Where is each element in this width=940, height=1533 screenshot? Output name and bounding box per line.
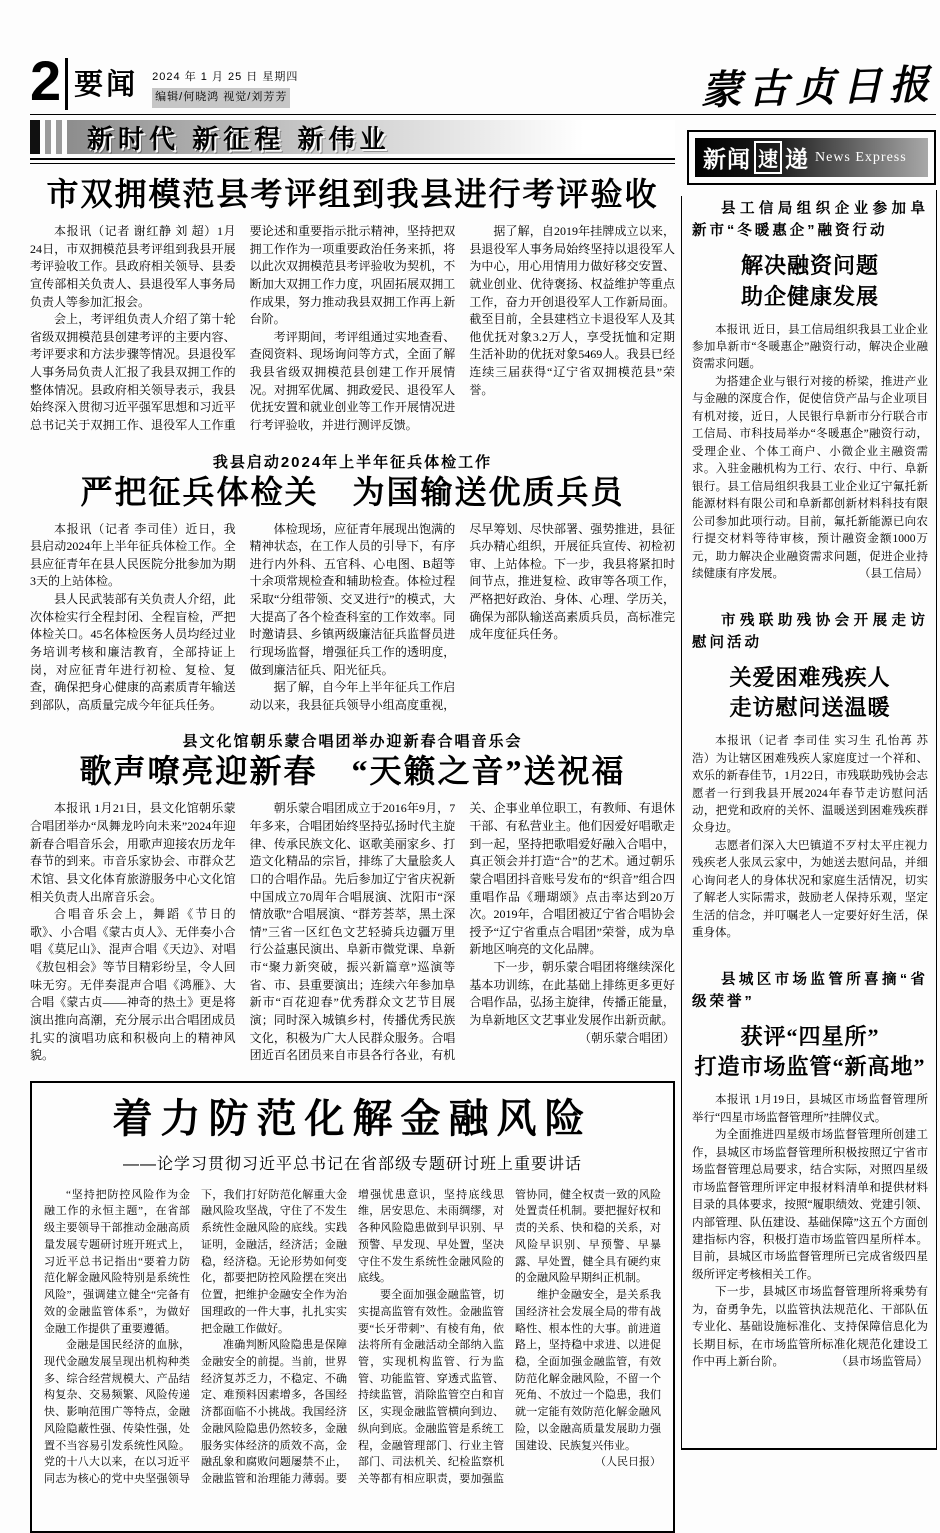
paragraph: 朝乐蒙合唱团成立于2016年9月，7年多来，合唱团始终坚持弘扬时代主旋律、传承民族文化、讴歌美丽家乡、打造文化精品的宗旨，排练了大量脍炙人口的合唱作品。先后参加辽宁省庆祝新中国成立70周年合唱展演、沈阳市“深情放歌”合唱展演、“群芳荟萃，黑土深情”三省一区红色文艺轻骑兵边疆万里行公益惠民演出、阜新市微党课、阜新市“聚力新突破，振兴新篇章”巡演等省、市、县重要演出；连续六年参加阜新市“百花迎春”优秀群众文艺节目展演；同时深入城镇乡村，传播优秀民族文化，积极为广大人民群众服务。合唱团近百名团员来自市县各行各业，有机关、企事业单位职工，有教师、有退休干部、有私营业主。他们因爱好唱歌走到一起，坚持把歌唱爱好融入合唱中，真正领会并打造“合”的艺术。通过朝乐蒙合唱团抖音账号发布的“织音”组合四重唱作品《珊瑚颂》点击率达到20万次。2019年，合唱团被辽宁省合唱协会授予“辽宁省重点合唱团”荣誉，成为阜新地区响亮的文化品牌。 [249,801,675,1063]
date-block [152,68,298,108]
editorial-body [44,1187,661,1488]
paragraph-text: 维护金融安全，是关系我国经济社会发展全局的带有战略性、根本性的大事。前进道路上，坚持稳中求进、以进促稳，全面加强金融监管，有效防范化解金融风险，不留一个死角、不放过一个隐患，我们就一定能有效防范化解金融风险，以金融高质量发展助力强国建设、民族复兴伟业。 [515,1289,661,1452]
article-headline: 市双拥模范县考评组到我县进行考评验收 [46,176,659,212]
right-column [692,198,928,1372]
banner-title: 新时代 新征程 新伟业 [87,123,391,154]
paragraph-text: 下一步，县城区市场监督管理所将乘势有为，奋勇争先，以监管执法规范化、干部队伍专业化、基础设施标准化、支持保障信息化为长期目标，在市场监管所标准化规范化建设工作中再上新台阶。 [692,1286,928,1369]
headline-line-2: 助企健康发展 [740,283,879,309]
editorial-subtitle: ——论学习贯彻习近平总书记在省部级专题研讨班上重要讲话 [122,1155,582,1173]
article-body [692,733,928,943]
article-weiwen [692,610,928,943]
article-headline [692,663,928,725]
masthead: 蒙古贞日报 [700,61,937,114]
editorial-headline: 着力防范化解金融风险 [112,1095,593,1141]
news-express-zh-boxed: 速 [754,141,782,174]
article-sixingsuo [692,969,928,1372]
news-express-zh-left: 新闻 [703,146,751,172]
editorial-box [30,1081,675,1533]
banner-gray-bar [45,120,51,154]
byline: （人民日报） [595,1456,661,1469]
paragraph: 要全面加强金融监管，切实提高监管有效性。金融监管要“长牙带刺”、有棱有角，依法将所有金融活动全部纳入监管，实现机构监管、行为监管、功能监管、穿透式监管、持续监管，消除监管空白和盲区，实现金融监管横向到边、纵向到底。金融监管是系统工程，金融管理部门、行业主管部门、司法机关、纪检监察机关等都有相应职责，要加强监管协同，健全权责一致的风险处置责任机制。要把握好权和责的关系、快和稳的关系，对风险早识别、早预警、早暴露、早处置，健全具有硬约束的金融风险早期纠正机制。 [358,1188,661,1485]
article-headline [692,251,928,313]
page-header [30,49,937,114]
article-body [30,521,675,715]
paragraph: 准确判断风险隐患是保障金融安全的前提。当前，世界经济复苏乏力，不稳定、不确定、难预料因素增多，各国经济都面临不小挑战。我国经济金融风险隐患仍然较多，金融服务实体经济的质效不高，金融乱象和腐败问题屡禁不止，金融监管和治理能力薄弱。要增强忧患意识，坚持底线思维，居安思危、未雨绸缪，对各种风险隐患做到早识别、早预警、早发现、早处置，坚决守住不发生系统性金融风险的底线。 [201,1188,504,1485]
article-headline [692,1022,928,1084]
paragraph-text: 下一步，朝乐蒙合唱团将继续深化基本功训练，在此基础上排练更多更好合唱作品，弘扬主旋律，传播正能量，为阜新地区文艺事业发展作出新贡献。 [469,960,675,1027]
issue-date: 2024 年 1 月 25 日 星期四 [152,71,299,83]
article-kicker: 我县启动2024年上半年征兵体检工作 [212,453,493,471]
right-column-left-rule [681,196,682,1450]
article-kicker: 县工信局组织企业参加阜新市“冬暖惠企”融资行动 [692,201,928,240]
paragraph: 金融是国民经济的血脉，现代金融发展呈现出机构种类多、综合经营规模大、产品结构复杂、交易频繁、风险传递快、影响范围广等特点，金融风险隐蔽性强、传染性强，处置不当容易引发系统性风险。党的十八大以来，在以习近平同志为核心的党中央坚强领导下，我们打好防范化解重大金融风险攻坚战，守住了不发生系统性金融风险的底线。实践证明，金融活，经济活；金融稳，经济稳。无论形势如何变化，都要把防控风险摆在突出位置，把维护金融安全作为治国理政的一件大事，扎扎实实把金融工作做好。 [44,1188,347,1485]
main-column [30,174,675,1533]
paragraph [515,1287,661,1469]
page-number-divider [65,58,68,110]
banner-gradient [67,120,675,154]
page-number: 2 [30,49,62,112]
article-zhengbing [30,451,675,715]
article-kicker: 县城区市场监管所喜摘“省级荣誉” [692,971,928,1011]
article-body [692,322,928,584]
byline: （朝乐蒙合唱团） [578,1030,675,1045]
article-body [692,1092,928,1372]
right-column-right-rule [936,190,937,1450]
editors-line: 编辑/何晓鸿 视觉/刘芳芳 [152,88,290,108]
news-express-zh-right: 递 [785,146,809,172]
slogan-banner [30,120,675,154]
banner-gray-bar [56,120,62,154]
headline-line-2: 走访慰问送温暖 [729,695,891,721]
byline: （县工信局） [859,568,928,581]
paragraph [692,1284,928,1371]
byline: （县市场监管局） [836,1356,928,1369]
article-headline: 歌声嘹亮迎新春 “天籁之音”送祝福 [79,753,626,790]
paragraph: 本报讯（记者 谢红静 刘 超）1月24日，市双拥模范县考评组到我县开展考评验收工作。县政府相关领导、县委宣传部相关负责人、县退役军人事务局负责人等参加汇报会。 [30,224,236,309]
header-rule [30,114,936,115]
paragraph: 合唱音乐会上，舞蹈《节日的歌》、小合唱《蒙古贞人》、无伴奏小合唱《莫尼山》、混声合唱《天边》、对唱《敖包相会》等节目精彩纷呈，令人回味无穷。无伴奏混声合唱《鸿雁》、大合唱《蒙古贞——神奇的热土》更是将演出推向高潮，充分展示出合唱团成员扎实的演唱功底和积极向上的精神风貌。 [30,907,236,1063]
paragraph: 县人民武装部有关负责人介绍，此次体检实行全程封闭、全程盲检，严把体检关口。45名体检医务人员均经过业务培训考核和廉洁教育，全部持证上岗，对应征青年进行初检、复检、复查，确保把身心健康的高素质青年输送到部队，高质量完成今年征兵任务。 [30,592,236,712]
article-kicker: 县文化馆朝乐蒙合唱团举办迎新春合唱音乐会 [182,733,523,751]
headline-line-1: 获评“四星所” [740,1023,880,1049]
paragraph [469,959,675,1045]
news-express-bar [695,138,928,177]
news-express-en: News Express [815,149,907,165]
paragraph-text: 为搭建企业与银行对接的桥梁，推进产业与金融的深度合作，促使信贷产品与企业项目有机对接，近日，人民银行阜新市分行联合市工信局、市科技局举办“冬暖惠企”融资行动，受理企业、个体工商户、小微企业主融资需求。入驻金融机构为工行、农行、中行、阜新银行。县工信局组织我县工业企业辽宁氟托新能源材料有限公司和阜新都创新材料科技有限公司参加此项行动。目前，氟托新能源已向农行提交材料等待审核，预计融资金额1000万元，助力解决企业融资需求问题，促进企业持续健康有序发展。 [692,375,928,581]
paragraph [692,374,928,584]
paragraph: 为全面推进四星级市场监督管理所创建工作，县城区市场监督管理所积极按照辽宁省市场监督管理总局要求，结合实际，对照四星级市场监督管理所评定申报材料清单和提供材料目录的具体要求，按照“履职绩效、党建引领、内部管理、队伍建设、基础保障”这五个方面创建指标内容，积极打造市场监管四星所样本。目前，县城区市场监督管理所已完成省级四星级所评定考核相关工作。 [692,1129,928,1281]
paragraph: 据了解，自今年上半年征兵工作启动以来，我县征兵领导小组高度重视，尽早筹划、尽快部署、强势推进，县征兵办精心组织，开展征兵宣传、初检初审、上站体检。下一步，我县将紧扣时间节点，推进复检、政审等各项工作，严格把好政治、身体、心理、学历关，确保为部队输送高素质兵员，高标准完成年度征兵任务。 [249,521,675,712]
article-hechangtuan [30,730,675,1064]
paragraph: 志愿者们深入大巴镇道不歹村太平庄视力残疾老人张凤云家中，为她送去慰问品，并细心询问老人的身体状况和家庭生活情况，切实了解老人实际需求，鼓励老人保持乐观，坚定生活的信念，并叮嘱老人一定要好好生活，保重身体。 [692,839,928,940]
article-body [30,800,675,1064]
paragraph: 本报讯 1月19日，县城区市场监督管理所举行“四星市场监督管理所”挂牌仪式。 [692,1094,928,1124]
paragraph: “坚持把防控风险作为金融工作的永恒主题”，在省部级主要领导干部推动金融高质量发展专题研讨班开班式上，习近平总书记指出“要着力防范化解金融风险特别是系统性风险”，强调建立健全“完备有效的金融监管体系”，为做好金融工作提供了重要遵循。 [44,1188,190,1335]
paragraph: 本报讯 近日，县工信局组织我县工业企业参加阜新市“冬暖惠企”融资行动，解决企业融资需求问题。 [692,323,928,371]
paragraph: 考评期间，考评组通过实地查看、查阅资料、现场询问等方式，全面了解我县省级双拥模范县创建工作开展情况。对拥军优属、拥政爱民、退役军人优抚安置和就业创业等工作开展情况进行考评验收，并进行测评反馈。 [249,329,456,432]
right-column-bottom-rule [681,1448,937,1450]
banner-black-block [30,120,40,154]
headline-line-1: 解决融资问题 [740,252,879,278]
paragraph: 会上，考评组负责人介绍了第十轮省级双拥模范县创建考评的主要内容、考评要求和方法步骤等情况。县退役军人事务局负责人汇报了我县双拥工作的整体情况。县政府相关领导表示，我县始终深入贯彻习近平强军思想和习近平总书记关于双拥工作、退役军人工作重要论述和重要指示批示精神，坚持把双拥工作作为一项重要政治任务来抓，将以此次双拥模范县考评验收为契机，不断加大双拥工作力度，巩固拓展双拥工作成果，努力推动我县双拥工作再上新台阶。 [30,224,456,432]
paragraph: 据了解，自2019年挂牌成立以来，县退役军人事务局始终坚持以退役军人为中心，用心用情用力做好移交安置、就业创业、优待褒扬、权益维护等重点工作，奋力开创退役军人工作新局面。截至目前，全县建档立卡退役军人及其他优抚对象3.2万人，享受抚恤和定期生活补助的优抚对象5469人。我县已经连续三届获得“辽宁省双拥模范县”荣誉。 [469,224,675,397]
section-title: 要闻 [74,69,139,101]
banner-double-rule [30,158,675,164]
article-headline: 严把征兵体检关 为国输送优质兵员 [80,473,625,510]
headline-line-1: 关爱困难残疾人 [729,664,891,690]
news-express-box [687,130,936,185]
paragraph: 本报讯（记者 李司佳）近日，我县启动2024年上半年征兵体检工作。全县应征青年在县人民医院分批参加为期3天的上站体检。 [30,521,236,589]
paragraph: 本报讯 1月21日，县文化馆朝乐蒙合唱团举办“凤舞龙吟向未来”2024年迎新春合唱音乐会，用歌声迎接农历龙年春节的到来。市音乐家协会、市群众艺术馆、县文化体育旅游服务中心文化馆相关负责人出席音乐会。 [30,801,236,904]
paragraph: 本报讯（记者 李司佳 实习生 孔怡苒 苏 浩）为让辖区困难残疾人家庭度过一个祥和、欢乐的新春佳节，1月22日，市残联助残协会志愿者一行到我县开展2024年春节走访慰问活动，把党和政府的关怀、温暖送到困难残疾群众身边。 [692,735,928,835]
headline-line-2: 打造市场监管“新高地” [694,1054,926,1080]
article-kicker: 市残联助残协会开展走访慰问活动 [692,612,928,652]
paragraph: 体检现场，应征青年展现出饱满的精神状态，在工作人员的引导下，有序进行内外科、五官科、心电图、B超等十余项常规检查和辅助检查。体检过程采取“分组带领、交叉进行”的模式，大大提高了各个检查科室的工作效率。同时邀请县、乡镇两级廉洁征兵监督员进行现场监督，增强征兵工作的透明度，做到廉洁征兵、阳光征兵。 [249,521,456,677]
article-body [30,223,675,435]
article-shuangyong [30,174,675,435]
article-rongzi [692,198,928,584]
